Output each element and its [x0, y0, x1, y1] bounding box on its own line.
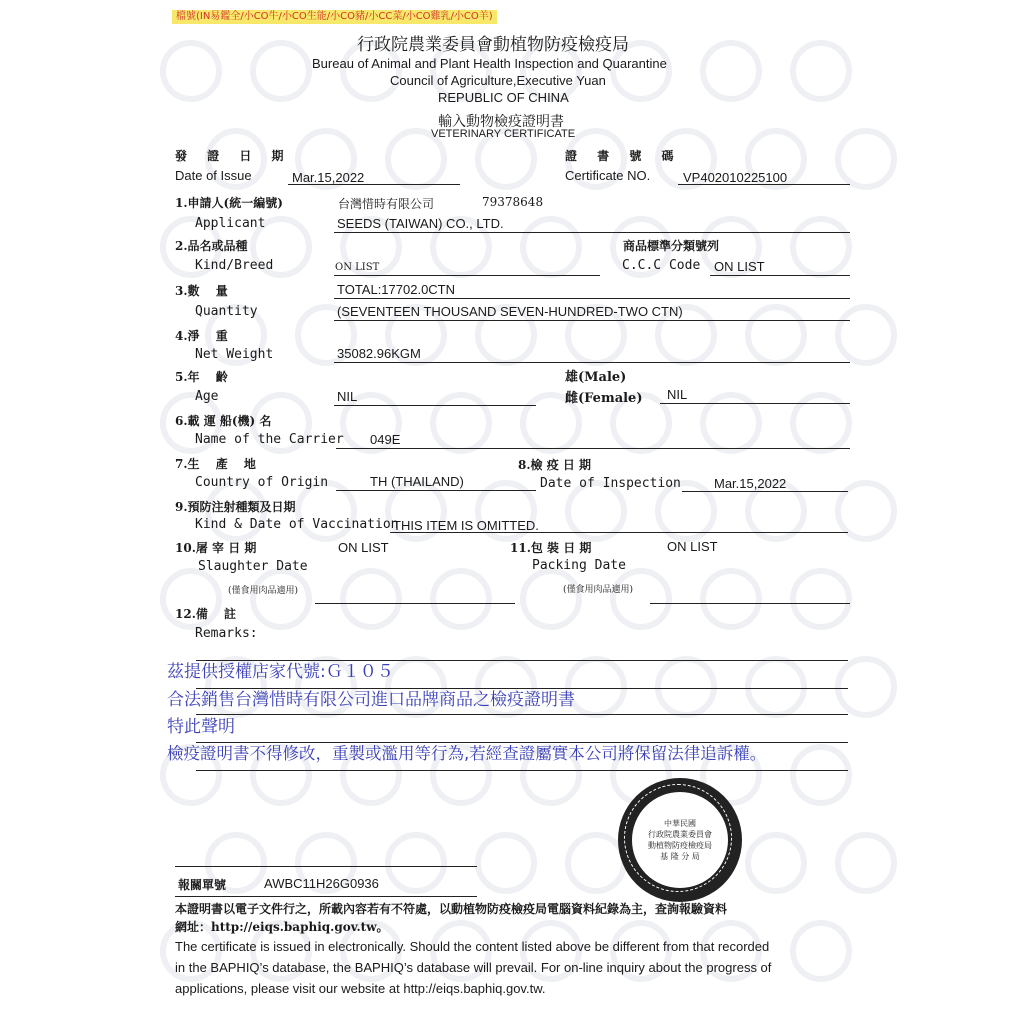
applicant-underline: [334, 232, 850, 233]
applicant-label-zh: 1.申請人(統一編號): [175, 196, 283, 210]
remarks-line-5: [196, 770, 848, 771]
ccc-label-zh: 商品標準分類號列: [623, 239, 720, 253]
quantity-underline-2: [334, 320, 850, 321]
footer-note-en-1: The certificate is issued in electronically. Should the content listed above be different from that recorded: [175, 939, 770, 954]
issue-date-label-zh: 發 證 日 期: [175, 149, 292, 163]
inspection-value: Mar.15,2022: [714, 476, 787, 491]
cert-number-value: VP402010225100: [683, 170, 788, 185]
overlay-line-1: 茲提供授權店家代號:Ｇ１０５: [167, 662, 394, 682]
watermark-mark: [700, 40, 762, 102]
age-value: NIL: [337, 389, 358, 404]
vaccination-label-zh: 9.預防注射種類及日期: [175, 500, 296, 514]
packing-label-zh: 11.包 裝 日 期: [510, 541, 592, 555]
female-label: 雌(Female): [565, 391, 643, 406]
carrier-value: 049E: [370, 432, 401, 447]
seal-text-3: 動植物防疫檢疫局: [648, 841, 712, 850]
quantity-value-words: (SEVENTEEN THOUSAND SEVEN-HUNDRED-TWO CTN): [337, 304, 683, 319]
vaccination-value: THIS ITEM IS OMITTED.: [393, 518, 539, 533]
net-weight-label-en: Net Weight: [195, 347, 274, 362]
inspection-label-zh: 8.檢 疫 日 期: [518, 458, 592, 472]
slaughter-underline: [315, 603, 515, 604]
vaccination-label-en: Kind & Date of Vaccination: [195, 517, 399, 532]
seal-ring: [624, 784, 732, 892]
origin-value: TH (THAILAND): [370, 474, 464, 489]
overlay-line-2: 合法銷售台灣惜時有限公司進口品牌商品之檢疫證明書: [167, 690, 575, 710]
applicant-name-en: SEEDS (TAIWAN) CO., LTD.: [337, 216, 504, 231]
origin-underline: [336, 490, 536, 491]
customs-top-line: [175, 866, 477, 867]
quantity-label-zh: 3.數 量: [175, 284, 228, 298]
ccc-label-en: C.C.C Code: [622, 258, 701, 273]
agency-name-en: Bureau of Animal and Plant Health Inspection and Quarantine: [312, 56, 667, 71]
applicant-id: 79378648: [482, 195, 544, 209]
certificate-title-zh: 輸入動物檢疫證明書: [438, 114, 564, 130]
packing-underline: [650, 603, 850, 604]
cert-number-underline: [678, 184, 850, 185]
overlay-line-4: 檢疫證明書不得修改，重製或濫用等行為,若經查證屬實本公司將保留法律追訴權。: [167, 744, 767, 763]
slaughter-note: (僅食用肉品適用): [228, 586, 299, 596]
footer-note-zh-1: 本證明書以電子文件行之，所載內容若有不符處，以動植物防疫檢疫局電腦資料紀錄為主，查詢報驗資料: [175, 902, 728, 916]
carrier-underline: [336, 448, 850, 449]
cert-number-label-zh: 證 書 號 碼: [565, 149, 682, 163]
certificate-title-en: VETERINARY CERTIFICATE: [431, 128, 576, 140]
packing-note: (僅食用肉品適用): [563, 585, 634, 595]
footer-note-zh-2: 網址：http://eiqs.baphiq.gov.tw。: [175, 920, 389, 934]
watermark-mark: [430, 568, 492, 630]
inspection-label-en: Date of Inspection: [540, 476, 681, 491]
watermark-mark: [745, 656, 807, 718]
watermark-mark: [745, 832, 807, 894]
applicant-label-en: Applicant: [195, 216, 266, 231]
issue-date-label-en: Date of Issue: [175, 168, 252, 183]
watermark-mark: [700, 568, 762, 630]
watermark-mark: [160, 40, 222, 102]
watermark-mark: [385, 832, 447, 894]
overlay-line-3: 特此聲明: [167, 717, 235, 737]
watermark-mark: [835, 656, 897, 718]
issue-date-underline: [288, 184, 460, 185]
carrier-label-zh: 6.載 運 船(機) 名: [175, 414, 272, 428]
quantity-label-en: Quantity: [195, 304, 258, 319]
vaccination-underline: [390, 532, 848, 533]
packing-value: ON LIST: [667, 539, 718, 554]
watermark-mark: [790, 920, 852, 982]
ccc-value: ON LIST: [714, 259, 765, 274]
customs-label: 報關單號: [178, 878, 227, 892]
male-label: 雄(Male): [565, 370, 627, 385]
inspection-underline: [682, 491, 848, 492]
quantity-value: TOTAL:17702.0CTN: [337, 282, 456, 297]
watermark-mark: [250, 568, 312, 630]
remarks-line-3: [196, 714, 848, 715]
age-underline: [334, 405, 536, 406]
kind-underline: [334, 275, 600, 276]
watermark-mark: [430, 392, 492, 454]
net-weight-label-zh: 4.淨 重: [175, 329, 228, 343]
issue-date-value: Mar.15,2022: [292, 170, 365, 185]
seal-text-2: 行政院農業委員會: [648, 830, 712, 839]
slaughter-label-zh: 10.屠 宰 日 期: [175, 541, 257, 555]
watermark-mark: [790, 392, 852, 454]
council-name-en: Council of Agriculture,Executive Yuan: [390, 73, 606, 88]
watermark-mark: [835, 128, 897, 190]
slaughter-label-en: Slaughter Date: [198, 559, 308, 574]
seal-text-1: 中華民國: [664, 819, 696, 828]
watermark-mark: [520, 568, 582, 630]
age-label-en: Age: [195, 389, 219, 404]
watermark-mark: [790, 40, 852, 102]
packing-label-en: Packing Date: [532, 558, 626, 573]
watermark-mark: [340, 568, 402, 630]
watermark-mark: [250, 40, 312, 102]
kind-value: ON LIST: [335, 262, 380, 273]
net-weight-underline: [334, 362, 850, 363]
country-name: REPUBLIC OF CHINA: [438, 90, 569, 105]
kind-label-en: Kind/Breed: [195, 258, 274, 273]
ccc-underline: [710, 275, 850, 276]
footer-note-en-3: applications, please visit our website at http://eiqs.baphiq.gov.tw.: [175, 981, 546, 996]
watermark-mark: [475, 832, 537, 894]
quantity-underline-1: [334, 298, 850, 299]
agency-name-zh: 行政院農業委員會動植物防疫檢疫局: [357, 35, 629, 55]
file-tag: 檔號(IN易鑑全/小CO牛/小CO生能/小CO豬/小CC菜/小CO雞乳/小CO羊): [172, 10, 497, 24]
carrier-label-en: Name of the Carrier: [195, 432, 344, 447]
watermark-mark: [745, 304, 807, 366]
net-weight-value: 35082.96KGM: [337, 346, 421, 361]
watermark-mark: [790, 216, 852, 278]
official-seal: [618, 778, 742, 902]
watermark-mark: [835, 832, 897, 894]
remarks-label-zh: 12.備 註: [175, 607, 237, 621]
watermark-mark: [655, 656, 717, 718]
remarks-label-en: Remarks:: [195, 626, 258, 641]
customs-bottom-line: [175, 896, 477, 897]
age-label-zh: 5.年 齡: [175, 370, 228, 384]
watermark-mark: [610, 568, 672, 630]
watermark-mark: [790, 744, 852, 806]
watermark-mark: [520, 216, 582, 278]
origin-label-zh: 7.生 產 地: [175, 457, 256, 471]
watermark-mark: [700, 392, 762, 454]
origin-label-en: Country of Origin: [195, 475, 329, 490]
slaughter-value: ON LIST: [338, 540, 389, 555]
cert-number-label-en: Certificate NO.: [565, 168, 651, 183]
female-value: NIL: [667, 387, 688, 402]
customs-value: AWBC11H26G0936: [264, 876, 379, 891]
watermark-mark: [835, 304, 897, 366]
seal-text-4: 基 隆 分 局: [660, 852, 700, 861]
applicant-name-zh: 台灣惜時有限公司: [338, 197, 435, 211]
female-underline: [660, 403, 850, 404]
watermark-mark: [790, 568, 852, 630]
footer-note-en-2: in the BAPHIQ’s database, the BAPHIQ’s database will prevail. For on-line inquiry about the progress of: [175, 960, 772, 975]
kind-label-zh: 2.品名或品種: [175, 239, 248, 253]
